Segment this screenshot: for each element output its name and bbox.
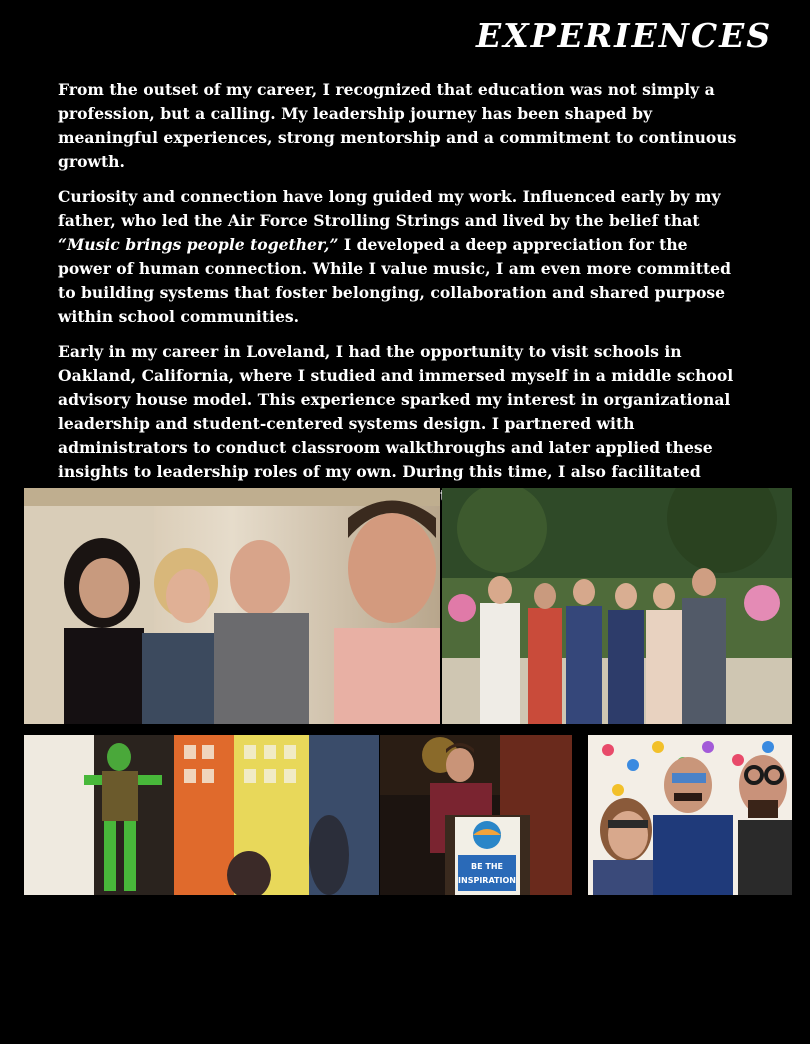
paragraph-2: [58, 185, 738, 329]
podium-speaker-photo: [380, 735, 572, 895]
paragraph-2-before: Curiosity and connection have long guided my work. Influenced early by my father, who led the Air Force Strolling Strings and lived by the belief that: [58, 187, 721, 230]
page-title: EXPERIENCES: [476, 16, 773, 55]
podium-sign-line1: BE THE: [471, 862, 503, 871]
podium-sign-line2: INSPIRATION: [458, 876, 516, 885]
paragraph-3: Early in my career in Loveland, I had the opportunity to visit schools in Oakland, California, where I studied and immersed myself in a middle school advisory house model. This experience sparked my interest in organizational leadership and student-centered systems design. I partnered with administrators to conduct classroom walkthroughs and later applied these insights to leadership roles of my own. During this time, I also facilitated: [58, 342, 734, 481]
group-selfie-photo: [24, 488, 440, 724]
paragraph-2-quote: “Music brings people together,”: [58, 235, 339, 254]
group-garden-photo: [442, 488, 792, 724]
photo-booth-photo: [588, 735, 792, 895]
body-text: [58, 78, 738, 543]
paragraph-1: From the outset of my career, I recognized that education was not simply a profession, but a calling. My leadership journey has been shaped by meaningful experiences, strong mentorship and a commitment to continuous growth.: [58, 80, 737, 171]
paragraph-2-after: I developed a deep appreciation for the power of human connection. While I value music, I am even more committed to building systems that foster belonging, collaboration and shared purpose within school communities.: [58, 235, 731, 326]
costumed-hallway-photo: [24, 735, 379, 895]
